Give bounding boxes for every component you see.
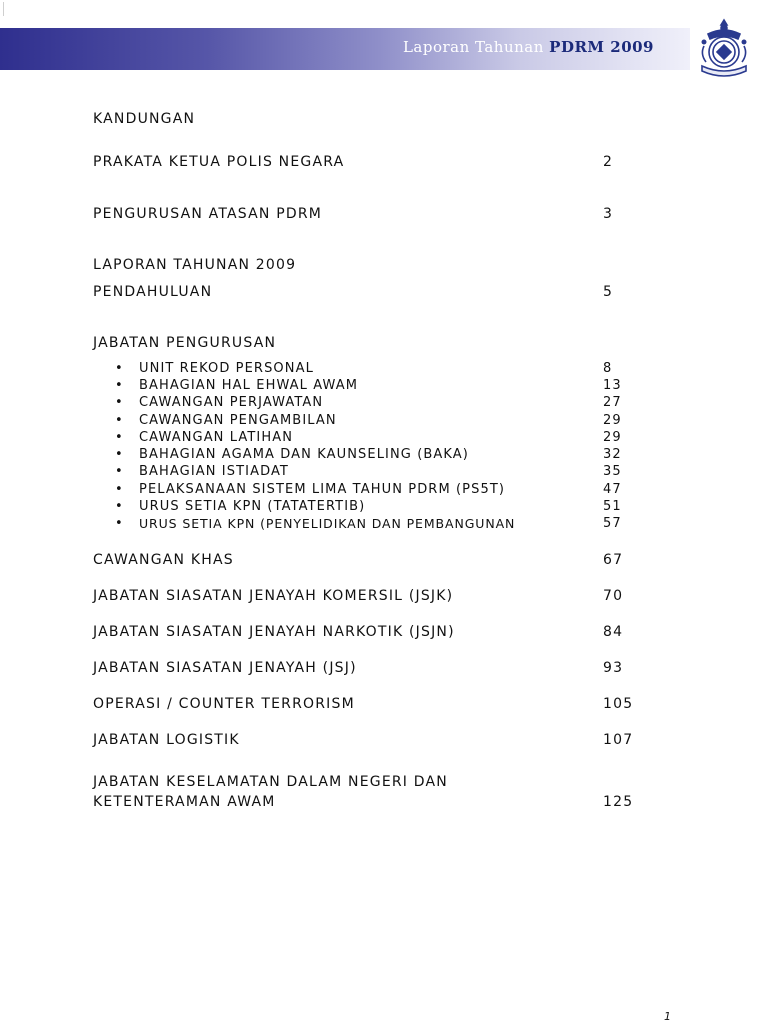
toc-subentry-page: 32 [603,447,622,462]
toc-entry-label: PENDAHULUAN [93,284,213,300]
page-number: 1 [664,1010,671,1023]
toc-entry-label: OPERASI / COUNTER TERRORISM [93,696,355,712]
toc-entry-page: 3 [603,206,614,222]
toc-entry-label: PRAKATA KETUA POLIS NEGARA [93,154,345,170]
toc-subentry-label: CAWANGAN LATIHAN [139,430,294,445]
toc-subentry-page: 8 [603,361,613,376]
toc-subentry-label: CAWANGAN PERJAWATAN [139,395,324,410]
toc-subentry-label: BAHAGIAN ISTIADAT [139,464,289,479]
toc-entry-page: 5 [603,284,614,300]
toc-entry-label-line1: JABATAN KESELAMATAN DALAM NEGERI DAN [93,774,448,790]
toc-subentry-page: 51 [603,499,622,514]
toc-subentry-label: UNIT REKOD PERSONAL [139,361,314,376]
toc-subentry-label: BAHAGIAN HAL EHWAL AWAM [139,378,359,393]
toc-subentry-label: URUS SETIA KPN (PENYELIDIKAN DAN PEMBANGUNAN [139,516,516,531]
toc-entry-label: JABATAN LOGISTIK [93,732,240,748]
bullet-icon: • [115,430,123,445]
toc-subentry-label: PELAKSANAAN SISTEM LIMA TAHUN PDRM (PS5T) [139,482,506,497]
bullet-icon: • [115,464,123,479]
bullet-icon: • [115,395,123,410]
toc-entry-page: 67 [603,552,624,568]
bullet-icon: • [115,447,123,462]
bullet-icon: • [115,482,123,497]
bullet-icon: • [115,361,123,376]
bullet-icon: • [115,378,123,393]
toc-subentry-page: 35 [603,464,622,479]
toc-entry-label: JABATAN SIASATAN JENAYAH (JSJ) [93,660,357,676]
toc-entry-label-line2: KETENTERAMAN AWAM [93,794,276,810]
toc-entry-page: 125 [603,794,634,810]
toc-entry-label: LAPORAN TAHUNAN 2009 [93,257,297,273]
toc-subentry-page: 13 [603,378,622,393]
toc-subentry-page: 29 [603,430,622,445]
toc-entry-page: 2 [603,154,614,170]
toc-subentry-label: BAHAGIAN AGAMA DAN KAUNSELING (BAKA) [139,447,469,462]
bullet-icon: • [115,516,123,531]
bullet-icon: • [115,413,123,428]
toc-entry-label: CAWANGAN KHAS [93,552,234,568]
toc-subentry-page: 29 [603,413,622,428]
bullet-icon: • [115,499,123,514]
report-title-light: Laporan Tahunan [402,38,544,56]
toc-subentry-label: URUS SETIA KPN (TATATERTIB) [139,499,366,514]
pdrm-crest-icon [694,16,754,80]
toc-entry-label: JABATAN SIASATAN JENAYAH NARKOTIK (JSJN) [93,624,455,640]
toc-entry-page: 70 [603,588,624,604]
toc-subentry-page: 27 [603,395,622,410]
toc-entry-page: 107 [603,732,634,748]
report-title-strong: PDRM 2009 [549,38,654,56]
toc-heading: KANDUNGAN [93,111,196,127]
toc-entry-label: JABATAN SIASATAN JENAYAH KOMERSIL (JSJK) [93,588,454,604]
corner-mark [3,2,4,16]
toc-subentry-label: CAWANGAN PENGAMBILAN [139,413,337,428]
toc-entry-label: PENGURUSAN ATASAN PDRM [93,206,323,222]
report-title [403,38,654,56]
toc-entry-page: 93 [603,660,624,676]
toc-subentry-page: 57 [603,516,622,531]
toc-entry-page: 84 [603,624,624,640]
toc-subentry-page: 47 [603,482,622,497]
toc-entry-page: 105 [603,696,634,712]
header-banner [0,28,690,70]
toc-entry-label: JABATAN PENGURUSAN [93,335,277,351]
